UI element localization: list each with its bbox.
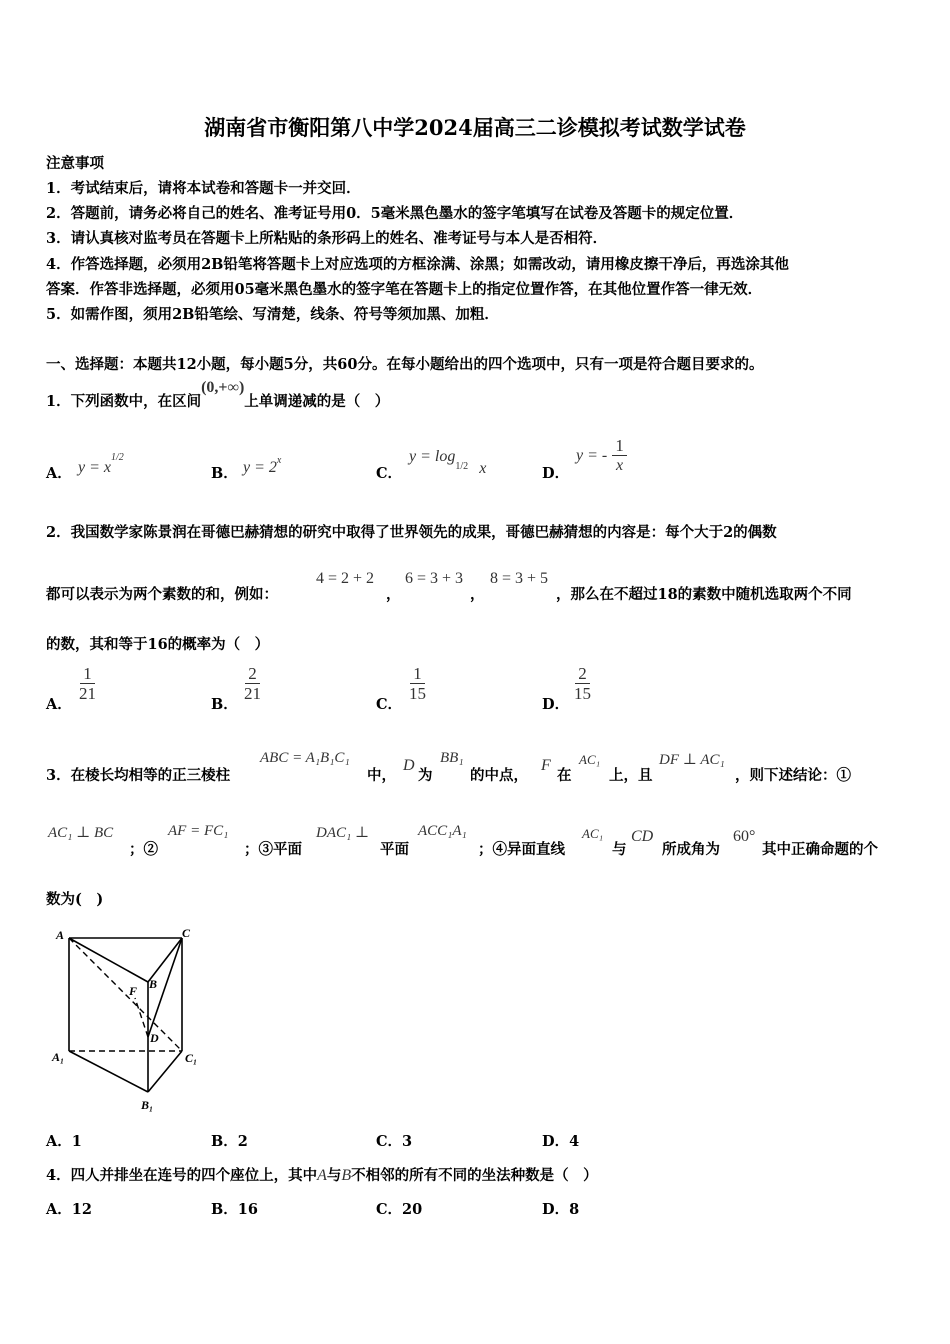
math-sup: x <box>276 455 282 466</box>
denominator: 15 <box>574 684 591 703</box>
q1-interval: (0,+∞) <box>201 379 245 396</box>
q3-option-a[interactable] <box>46 1130 82 1151</box>
segment-ac1 <box>69 938 182 1051</box>
section-heading: 一、选择题：本题共12小题，每小题5分，共60分。在每小题给出的四个选项中，只有一项是符合题目要求的。 <box>46 356 764 373</box>
q3-point-f: F <box>541 757 551 774</box>
q3-text: ；② <box>129 841 158 858</box>
math: y = - <box>576 447 608 464</box>
denominator: x <box>616 457 624 474</box>
q4-option-b[interactable] <box>211 1198 258 1219</box>
q3-c3b: ACC₁A₁ <box>418 823 467 839</box>
fraction <box>571 664 594 703</box>
option-value: 1 <box>71 1133 82 1150</box>
q3-text: ；④异面直线 <box>478 841 565 858</box>
prism-figure <box>45 920 215 1120</box>
q3-point-d: D <box>403 757 415 774</box>
numerator: 1 <box>410 664 425 684</box>
q3-text: 3．在棱长均相等的正三棱柱 <box>46 767 231 784</box>
denominator: 21 <box>244 684 261 703</box>
q3-text: ；③平面 <box>244 841 302 858</box>
q3-prism: ABC = A₁B₁C₁ <box>260 750 350 766</box>
q3-text: 平面 <box>380 841 409 858</box>
option-label: B． <box>211 1133 238 1150</box>
q2-line3: 的数，其和等于16的概率为（ ） <box>46 636 270 653</box>
q4-text: 不相邻的所有不同的坐法种数是（ ） <box>351 1167 598 1184</box>
q3-bb1: BB₁ <box>440 750 464 766</box>
math: B <box>341 1167 352 1184</box>
option-value: 3 <box>402 1133 413 1150</box>
q3-text: 中， <box>367 767 396 784</box>
q2-eq3: 8 = 3 + 5 <box>490 570 549 587</box>
q3-text: ，则下述结论：① <box>735 767 851 784</box>
math: y = log <box>409 448 456 465</box>
option-label: D． <box>542 1133 570 1150</box>
fraction <box>241 664 264 703</box>
q2-option-c[interactable] <box>406 664 429 703</box>
q3-text: 数为( ) <box>46 891 104 908</box>
q2-option-d-label[interactable]: D． <box>542 696 570 713</box>
math: A <box>317 1167 327 1184</box>
notice-item: 答案．作答非选择题，必须用05毫米黑色墨水的签字笔在答题卡上的指定位置作答，在其他位置作答一律无效． <box>46 281 763 298</box>
q3-c2: AF = FC₁ <box>168 823 229 839</box>
page-title: 湖南省市衡阳第八中学2024届高三二诊模拟考试数学试卷 <box>204 115 746 140</box>
math-sub: 1/2 <box>455 461 469 472</box>
label-c1: C₁ <box>185 1051 198 1065</box>
q2-line2 <box>46 583 278 604</box>
q1-option-b-label[interactable]: B． <box>211 465 238 482</box>
q1-option-c[interactable] <box>409 446 487 477</box>
label-b1: B₁ <box>141 1098 154 1112</box>
q2-option-a[interactable] <box>76 664 99 703</box>
option-value: 4 <box>569 1133 580 1150</box>
q2-line1: 2．我国数学家陈景润在哥德巴赫猜想的研究中取得了世界领先的成果，哥德巴赫猜想的内容是：每个大于2的偶数 <box>46 524 777 541</box>
fraction <box>612 436 627 475</box>
q3-option-b[interactable] <box>211 1130 248 1151</box>
q3-c1: AC₁ ⊥ BC <box>48 825 114 841</box>
label-a: A <box>56 928 65 942</box>
q2-option-a-label[interactable]: A． <box>46 696 72 713</box>
q3-c3a: DAC₁ ⊥ <box>316 825 370 841</box>
option-label: A． <box>46 1133 72 1150</box>
q4-option-a[interactable] <box>46 1198 92 1219</box>
q1-option-d[interactable] <box>576 436 627 475</box>
q3-text: 其中正确命题的个 <box>762 841 878 858</box>
math: x <box>479 460 487 477</box>
q1-text: 上单调递减的是（ ） <box>244 393 390 410</box>
math: y = 2 <box>243 459 277 476</box>
option-label: C． <box>376 1133 403 1150</box>
option-value: 12 <box>71 1201 92 1218</box>
edge-ab <box>69 938 148 982</box>
q4-option-d[interactable] <box>542 1198 579 1219</box>
q3-text: 的中点， <box>470 767 528 784</box>
q1-option-a[interactable] <box>78 452 124 477</box>
edge-c1b1 <box>148 1051 182 1092</box>
label-f: F <box>129 984 138 998</box>
label-d: D <box>150 1031 159 1045</box>
numerator: 1 <box>612 436 627 456</box>
q3-text: 在 <box>557 767 572 784</box>
q1-option-a-label[interactable]: A． <box>46 465 72 482</box>
edge-a1b1 <box>69 1051 148 1092</box>
q3-text: 上，且 <box>609 767 653 784</box>
math: y = x <box>78 459 111 476</box>
q3-text: 与 <box>612 841 627 858</box>
numerator: 2 <box>575 664 590 684</box>
q4-text: 4．四人并排坐在连号的四个座位上，其中 <box>46 1167 318 1184</box>
q4-option-c[interactable] <box>376 1198 422 1219</box>
q1-option-c-label[interactable]: C． <box>376 465 403 482</box>
q2-line2-tail: ，那么在不超过18的素数中随机选取两个不同 <box>556 586 852 603</box>
fraction <box>406 664 429 703</box>
notice-heading: 注意事项 <box>46 155 104 172</box>
q2-eq2: 6 = 3 + 3 <box>405 570 464 587</box>
q3-text: 为 <box>418 767 433 784</box>
denominator: 21 <box>79 684 96 703</box>
option-value: 16 <box>237 1201 258 1218</box>
q3-df-perp: DF ⊥ AC₁ <box>659 752 725 768</box>
q3-text: 所成角为 <box>662 841 720 858</box>
q4-stem <box>46 1164 598 1185</box>
notice-item: 2．答题前，请务必将自己的姓名、准考证号用0．5毫米黑色墨水的签字笔填写在试卷及答题卡的规定位置． <box>46 205 744 222</box>
denominator: 15 <box>409 684 426 703</box>
label-c: C <box>182 926 191 940</box>
label-b: B <box>149 977 158 991</box>
notice-item: 3．请认真核对监考员在答题卡上所粘贴的条形码上的姓名、准考证号与本人是否相符． <box>46 230 608 247</box>
q4-text: 与 <box>326 1167 342 1184</box>
label-a1: A₁ <box>52 1050 65 1064</box>
fraction <box>76 664 99 703</box>
q3-option-c[interactable] <box>376 1130 412 1151</box>
q3-ac1: AC₁ <box>579 752 601 767</box>
notice-item: 4．作答选择题，必须用2B铅笔将答题卡上对应选项的方框涂满、涂黑；如需改动，请用橡皮擦干净后，再选涂其他 <box>46 256 789 273</box>
q3-c4b: CD <box>631 828 654 845</box>
numerator: 1 <box>80 664 95 684</box>
q2-option-b-label[interactable]: B． <box>211 696 238 713</box>
q2-eq1: 4 = 2 + 2 <box>316 570 375 587</box>
comma: ， <box>470 586 485 603</box>
math-sup: 1/2 <box>111 452 124 463</box>
q2-text: 都可以表示为两个素数的和，例如： <box>46 586 278 603</box>
segment-df <box>135 998 148 1037</box>
comma: ， <box>386 586 401 603</box>
option-value: 8 <box>569 1201 580 1218</box>
q1-option-b[interactable] <box>243 457 281 477</box>
option-label: B． <box>211 1201 238 1218</box>
q2-option-b[interactable] <box>241 664 264 703</box>
q3-c4a: AC₁ <box>582 826 604 841</box>
q1-text: 1．下列函数中，在区间 <box>46 393 202 410</box>
q2-option-c-label[interactable]: C． <box>376 696 403 713</box>
option-label: A． <box>46 1201 72 1218</box>
option-label: D． <box>542 1201 570 1218</box>
option-value: 2 <box>237 1133 248 1150</box>
option-label: C． <box>376 1201 403 1218</box>
edge-cb <box>148 938 182 982</box>
q3-c4c: 60° <box>733 828 756 845</box>
q1-stem <box>46 379 390 411</box>
numerator: 2 <box>245 664 260 684</box>
notice-item: 1．考试结束后，请将本试卷和答题卡一并交回． <box>46 180 361 197</box>
option-value: 20 <box>402 1201 423 1218</box>
q1-option-d-label[interactable]: D． <box>542 465 570 482</box>
notice-item: 5．如需作图，须用2B铅笔绘、写清楚，线条、符号等须加黑、加粗． <box>46 306 499 323</box>
q2-option-d[interactable] <box>571 664 594 703</box>
q3-option-d[interactable] <box>542 1130 579 1151</box>
